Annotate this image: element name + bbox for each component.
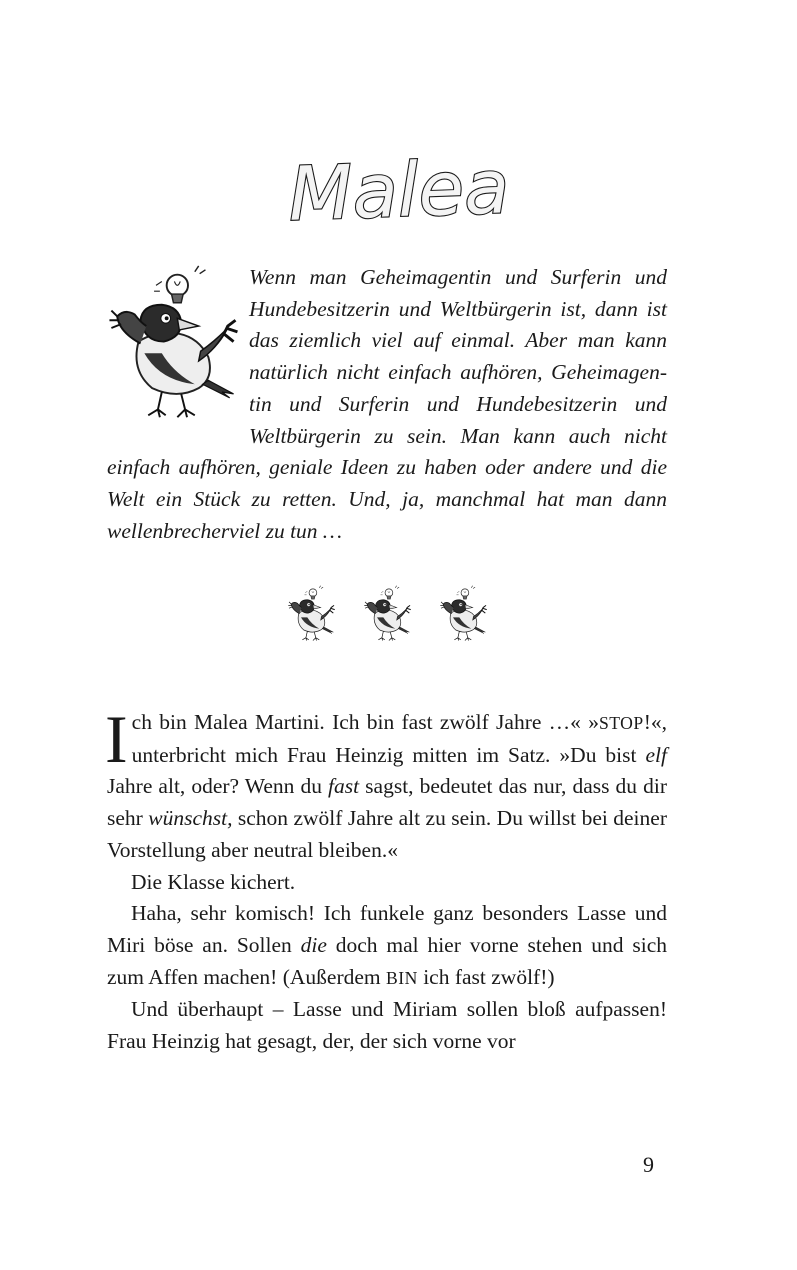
page-number: 9 bbox=[643, 1152, 654, 1177]
paragraph: Ich bin Malea Martini. Ich bin fast zwölf Jahre …« »STOP!«, unterbricht mich Frau Heinzig mitten im Satz. »Du bist elf Jahre alt, oder? Wenn du fast sagst, bedeutet das nur, dass du dir sehr wünschst, schon zwölf Jahre alt zu sein. Du willst bei deiner Vorstellung aber neutral bleiben.« bbox=[105, 701, 667, 862]
drop-cap: I bbox=[105, 701, 128, 777]
paragraph: Und überhaupt – Lasse und Miriam sollen bloß aufpassen! Frau Heinzig hat gesagt, der, der sich vorne vor bbox=[107, 997, 667, 1054]
body-text bbox=[105, 701, 667, 1058]
crow-with-lightbulb-icon bbox=[434, 585, 492, 643]
scene-separator bbox=[282, 585, 492, 645]
chapter-intro bbox=[107, 262, 667, 547]
crow-with-lightbulb-icon bbox=[358, 585, 416, 643]
crow-with-lightbulb-icon bbox=[101, 264, 243, 424]
svg-text:Malea: Malea bbox=[286, 144, 511, 238]
crow-with-lightbulb-icon bbox=[282, 585, 340, 643]
chapter-title bbox=[0, 144, 797, 242]
chapter-title-lettering bbox=[286, 144, 511, 238]
paragraph: Haha, sehr komisch! Ich funkele ganz besonders Lasse und Miri böse an. Sollen die doch mal hier vorne stehen und sich zum Affen machen! (Außerdem BIN ich fast zwölf!) bbox=[107, 901, 667, 989]
intro-text: Wenn man Geheimagentin und Surferin und Hundebesitzerin und Weltbürgerin ist, dann ist das ziemlich viel auf einmal. Aber man kann natürlich nicht einfach aufhören, Geheimagentin und Surferin und Hundebesitzerin und Weltbürgerin zu sein. Man kann auch nicht einfach aufhören, geniale Ideen zu haben oder andere und die Welt ein Stück zu retten. Und, ja, manchmal hat man dann wellenbrecherviel zu tun … bbox=[107, 265, 667, 543]
paragraph: Die Klasse kichert. bbox=[131, 869, 296, 894]
